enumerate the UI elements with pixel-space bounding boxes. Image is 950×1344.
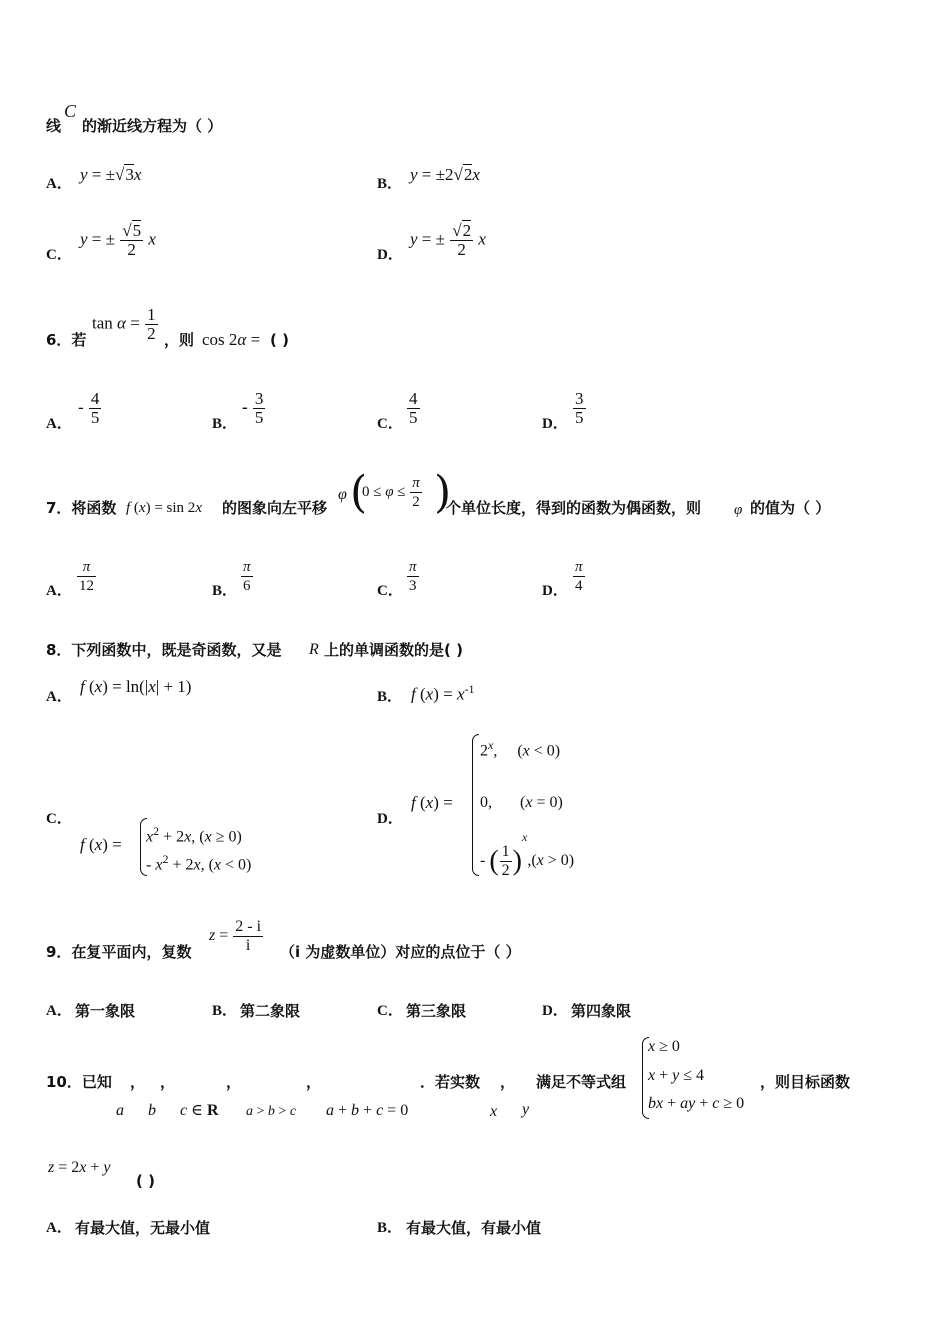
q8-number: 8．下列函数中，既是奇函数，又是 xyxy=(46,641,282,659)
q7-option-a-label: A． xyxy=(46,583,72,599)
q7-shift-range: 0 ≤ φ ≤ $\frac{\pi}{2}$ xyxy=(362,475,420,510)
q6-option-c-label: C． xyxy=(377,416,403,432)
q10-text-sat: 满足不等式组 xyxy=(536,1073,627,1091)
q10-option-b-text: 有最大值，有最小值 xyxy=(406,1219,542,1237)
q7-text1: 的图象向左平移 xyxy=(222,499,328,517)
q10-number: 10．已知 xyxy=(46,1073,112,1091)
q8-option-d-brace xyxy=(472,734,479,876)
q5-option-d-label: D． xyxy=(377,247,403,263)
q8-option-c-label: C． xyxy=(46,811,72,827)
q10-option-a-text: 有最大值，无最小值 xyxy=(75,1219,211,1237)
q6-number: 6．若 xyxy=(46,331,87,349)
q6-option-b-value: - $\frac{3}{5}$ xyxy=(242,389,264,427)
q5-stem-prefix: 线 xyxy=(46,117,62,135)
q6-option-a-value: - $\frac{4}{5}$ xyxy=(78,389,100,427)
q6-option-a-label: A． xyxy=(46,416,72,432)
q7-option-a-value: $\frac{\pi}{12}$ xyxy=(79,559,94,594)
q10-text-mid: ．若实数 xyxy=(420,1073,481,1091)
q5-stem-suffix: 的渐近线方程为（ ） xyxy=(82,117,223,135)
q5-option-c-label: C． xyxy=(46,247,72,263)
q9-expr: z = $\frac{2 - i}{i}$ xyxy=(209,918,262,954)
q9-option-b-text: 第二象限 xyxy=(240,1002,301,1020)
q7-right-paren: ) xyxy=(434,467,452,518)
q9-option-c-text: 第三象限 xyxy=(406,1002,467,1020)
q6-option-c-value: $\frac{4}{5}$ xyxy=(409,389,418,427)
q7-function: f (x) = sin 2x xyxy=(126,500,202,516)
q6-condition: tan α = $\frac{1}{2}$ xyxy=(92,305,156,343)
q10-var-x: x xyxy=(490,1103,498,1120)
q6-target: cos 2α = xyxy=(202,330,261,349)
q8-option-d-lhs: f (x) = xyxy=(411,793,453,812)
q8-option-c-lhs: f (x) = xyxy=(80,835,122,854)
q6-tail: ( ) xyxy=(270,331,289,349)
q10-text-end: ，则目标函数 xyxy=(760,1073,851,1091)
q6-mid: ，则 xyxy=(164,331,195,349)
q9-number: 9．在复平面内，复数 xyxy=(46,943,192,961)
q7-shift: φ xyxy=(338,486,347,503)
q7-option-c-value: $\frac{\pi}{3}$ xyxy=(409,559,417,594)
q10-comma-3: ， xyxy=(226,1073,242,1091)
q5-option-a-label: A． xyxy=(46,176,72,192)
q7-option-d-label: D． xyxy=(542,583,568,599)
q7-var: φ xyxy=(734,502,743,518)
q8-option-a-expr: f (x) = ln(|x| + 1) xyxy=(80,677,192,696)
q10-sum: a + b + c = 0 xyxy=(326,1102,409,1119)
q8-option-b-expr: f $(x) = x^{-1}$ xyxy=(411,682,475,704)
q8-tail: 上的单调函数的是( ) xyxy=(324,641,463,659)
q6-option-d-label: D． xyxy=(542,416,568,432)
q10-comma-5: ， xyxy=(500,1073,516,1091)
q8-option-d-case1: 2$^x$, (x < 0) xyxy=(480,738,561,760)
q10-comma-4: ， xyxy=(306,1073,322,1091)
q7-number: 7．将函数 xyxy=(46,499,117,517)
q7-text2: 个单位长度，得到的函数为偶函数，则 xyxy=(446,499,702,517)
q10-system-3: bx + ay + c ≥ 0 xyxy=(648,1095,745,1112)
q5-option-b-expr: y = ±2√2x xyxy=(410,165,480,184)
q7-text3: 的值为（ ） xyxy=(750,499,831,517)
q7-option-c-label: C． xyxy=(377,583,403,599)
q8-option-c-case1: $x^2 + 2x$, (x ≥ 0) xyxy=(146,824,242,846)
q10-system-1: x ≥ 0 xyxy=(648,1038,680,1055)
q5-option-b-label: B． xyxy=(377,176,403,192)
q10-var-c: c ∈ R xyxy=(180,1102,219,1119)
q10-objective: z = 2x + y xyxy=(48,1159,111,1176)
q8-option-c-case2: - $x^2 + 2x$, (x < 0) xyxy=(146,852,252,874)
q5-option-c-expr: y = ± $\frac{√5}{2}$ x xyxy=(80,221,156,259)
q8-set: R xyxy=(309,641,319,658)
q9-option-d-label: D． xyxy=(542,1003,568,1019)
q9-option-c-label: C． xyxy=(377,1003,403,1019)
q8-option-d-label: D． xyxy=(377,811,403,827)
q6-option-d-value: $\frac{3}{5}$ xyxy=(575,389,584,427)
q8-option-d-case3: - ( $\frac{1}{2}$ )$^x$,(x > 0) xyxy=(480,830,575,879)
q8-option-b-label: B． xyxy=(377,689,403,705)
q6-option-b-label: B． xyxy=(212,416,238,432)
q7-option-d-value: $\frac{\pi}{4}$ xyxy=(575,559,583,594)
q10-system-2: x + y ≤ 4 xyxy=(648,1067,705,1084)
q10-paren: ( ) xyxy=(136,1172,155,1190)
q9-option-a-text: 第一象限 xyxy=(75,1002,136,1020)
q9-option-d-text: 第四象限 xyxy=(571,1002,632,1020)
q8-option-a-label: A． xyxy=(46,689,72,705)
q10-comma-2: ， xyxy=(160,1073,176,1091)
q10-var-b: b xyxy=(148,1102,156,1119)
q7-option-b-label: B． xyxy=(212,583,238,599)
q5-option-a-expr: y = ±√3x xyxy=(80,165,142,184)
q10-comma-1: ， xyxy=(130,1073,146,1091)
q7-option-b-value: $\frac{\pi}{6}$ xyxy=(243,559,251,594)
q10-var-a: a xyxy=(116,1102,124,1119)
q9-option-b-label: B． xyxy=(212,1003,238,1019)
q8-option-d-case2: 0, (x = 0) xyxy=(480,794,563,811)
q9-note: （i 为虚数单位）对应的点位于（ ） xyxy=(280,943,521,961)
q9-option-a-label: A． xyxy=(46,1003,72,1019)
q7-left-paren: ( xyxy=(350,467,368,518)
q5-var: C xyxy=(64,101,77,121)
q10-order: a > b > c xyxy=(246,1104,297,1119)
q5-stem xyxy=(46,116,61,136)
q5-option-d-expr: y = ± $\frac{√2}{2}$ x xyxy=(410,221,486,259)
q10-option-a-label: A． xyxy=(46,1220,72,1236)
q10-option-b-label: B． xyxy=(377,1220,403,1236)
q10-var-y: y xyxy=(522,1101,530,1118)
